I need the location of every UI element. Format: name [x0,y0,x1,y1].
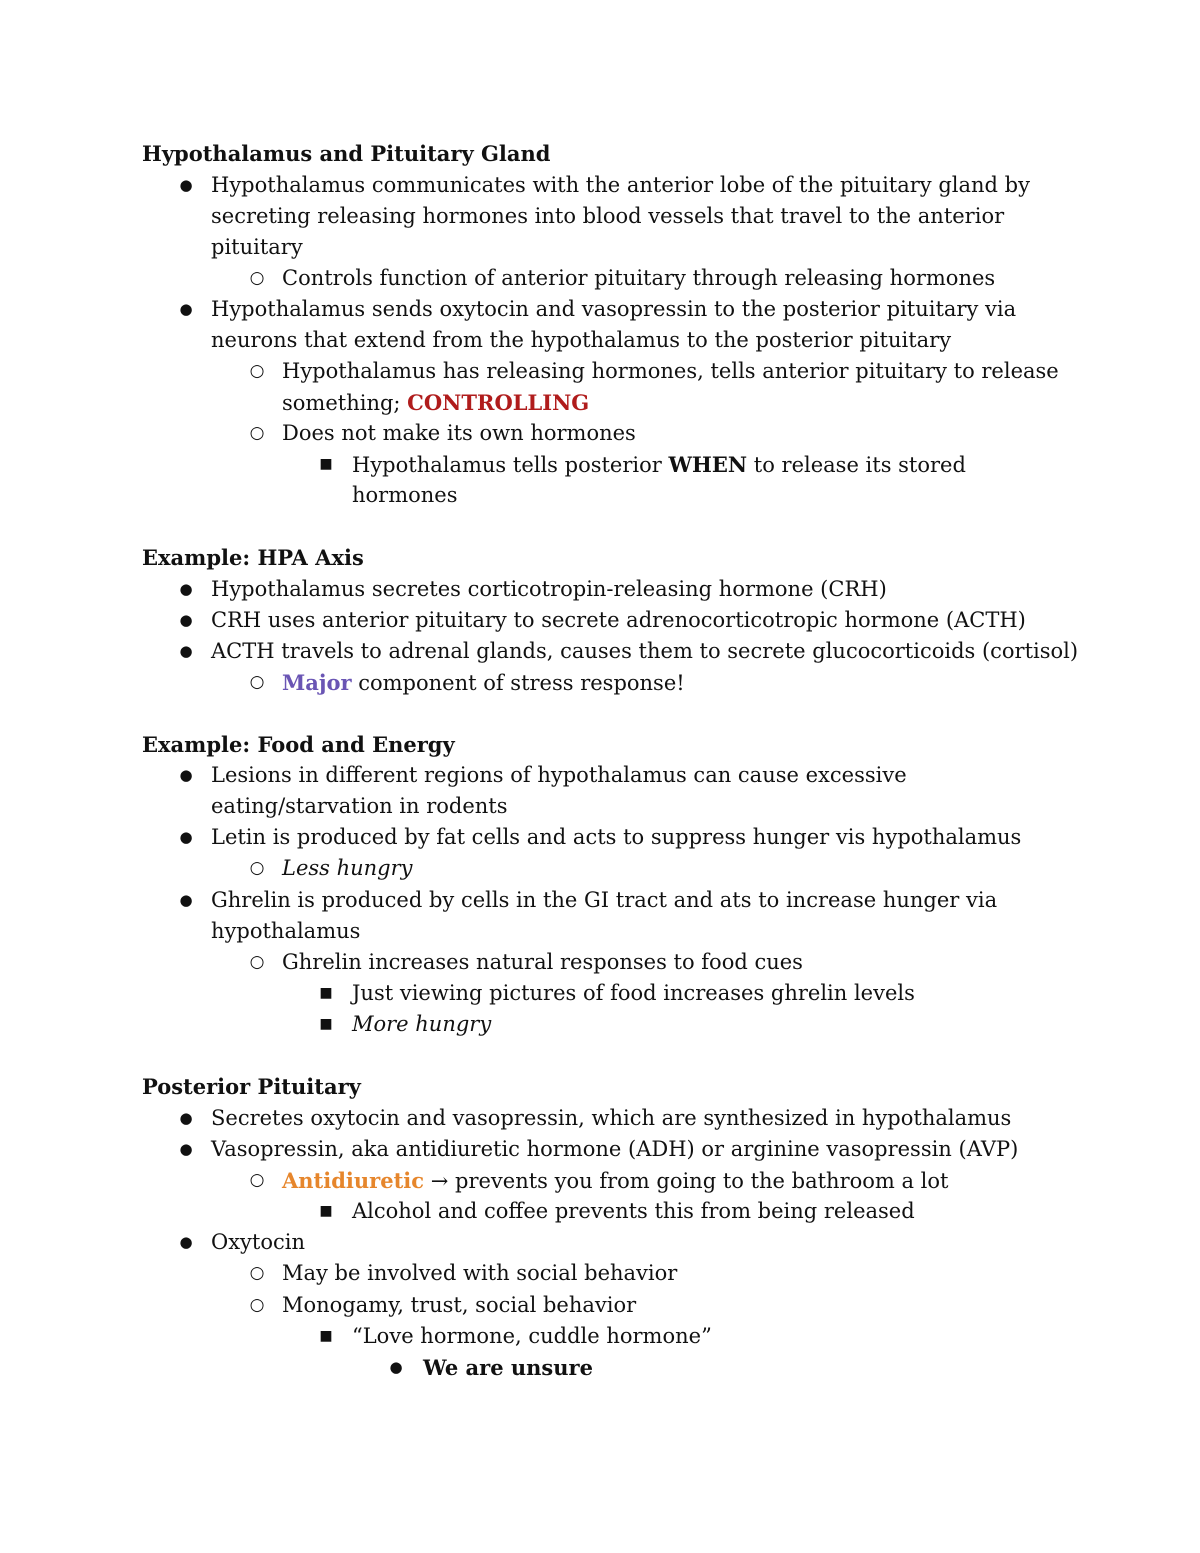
bullet-circle-icon: ○ [249,1263,265,1283]
list-item-text: Alcohol and coffee prevents this from being released [352,1199,915,1223]
bullet-disc-icon: ● [179,891,193,909]
list-item-text: More hungry [352,1012,492,1036]
list-item-text: Monogamy, trust, social behavior [282,1293,637,1317]
list-item-text: Controls function of anterior pituitary through releasing hormones [282,266,996,290]
bullet-disc-icon: ● [179,611,193,629]
list-item-text: Lesions in different regions of hypothalamus can cause excessive [211,763,907,787]
list-item-text: hormones [352,483,458,507]
list-item-text: Oxytocin [211,1230,306,1254]
bullet-square-icon: ■ [319,1016,333,1032]
bullet-circle-icon: ○ [249,672,265,692]
list-item-text: Ghrelin is produced by cells in the GI tract and ats to increase hunger via [211,888,998,912]
section-title-hpa-axis: Example: HPA Axis [142,545,364,570]
list-item-text: hypothalamus [211,919,361,943]
text-span: to release its stored [747,453,966,477]
list-item-text [282,387,589,419]
section-title-posterior-pituitary: Posterior Pituitary [142,1074,361,1099]
bullet-disc-icon: ● [179,580,193,598]
list-item-text: Hypothalamus sends oxytocin and vasopressin to the posterior pituitary via [211,297,1017,321]
bullet-disc-icon: ● [179,828,193,846]
list-item-text: CRH uses anterior pituitary to secrete adrenocorticotropic hormone (ACTH) [211,608,1026,632]
list-item-text: Ghrelin increases natural responses to food cues [282,950,803,974]
list-item-text: Hypothalamus secretes corticotropin-releasing hormone (CRH) [211,577,887,601]
list-item-text: Just viewing pictures of food increases ghrelin levels [352,981,915,1005]
bullet-circle-icon: ○ [249,1170,265,1190]
list-item-text: We are unsure [423,1355,593,1380]
bullet-disc-icon: ● [179,1140,193,1158]
highlight-antidiuretic: Antidiuretic [282,1168,425,1193]
list-item-text: “Love hormone, cuddle hormone” [352,1324,712,1348]
bullet-disc-icon: ● [389,1358,403,1376]
list-item-text: Secretes oxytocin and vasopressin, which are synthesized in hypothalamus [211,1106,1012,1130]
bullet-circle-icon: ○ [249,268,265,288]
highlight-controlling: CONTROLLING [407,390,590,415]
bullet-disc-icon: ● [179,300,193,318]
text-span: → prevents you from going to the bathroom a lot [424,1169,949,1193]
list-item-text [282,1165,948,1197]
text-span: component of stress response! [351,671,685,695]
list-item-text [282,667,685,699]
bullet-square-icon: ■ [319,1203,333,1219]
bullet-disc-icon: ● [179,1233,193,1251]
bullet-circle-icon: ○ [249,1295,265,1315]
bullet-circle-icon: ○ [249,423,265,443]
list-item-text: May be involved with social behavior [282,1261,678,1285]
bullet-disc-icon: ● [179,176,193,194]
bullet-circle-icon: ○ [249,858,265,878]
bullet-square-icon: ■ [319,985,333,1001]
bullet-circle-icon: ○ [249,952,265,972]
list-item-text: Vasopressin, aka antidiuretic hormone (ADH) or arginine vasopressin (AVP) [211,1137,1019,1161]
list-item-text: Hypothalamus has releasing hormones, tells anterior pituitary to release [282,359,1059,383]
list-item-text: eating/starvation in rodents [211,794,508,818]
list-item-text: Hypothalamus communicates with the anterior lobe of the pituitary gland by [211,173,1030,197]
bullet-circle-icon: ○ [249,361,265,381]
bullet-square-icon: ■ [319,1328,333,1344]
section-title-hypothalamus: Hypothalamus and Pituitary Gland [142,141,551,166]
emphasis-when: WHEN [668,452,748,477]
text-span: something; [282,391,408,415]
list-item-text: secreting releasing hormones into blood vessels that travel to the anterior [211,204,1005,228]
list-item-text: Letin is produced by fat cells and acts to suppress hunger vis hypothalamus [211,825,1022,849]
list-item-text: Less hungry [282,856,413,880]
bullet-disc-icon: ● [179,766,193,784]
section-title-food-energy: Example: Food and Energy [142,732,455,757]
list-item-text: Does not make its own hormones [282,421,636,445]
highlight-major: Major [282,670,352,695]
bullet-disc-icon: ● [179,642,193,660]
list-item-text: ACTH travels to adrenal glands, causes them to secrete glucocorticoids (cortisol) [211,639,1079,663]
bullet-square-icon: ■ [319,456,333,472]
list-item-text: pituitary [211,235,303,259]
bullet-disc-icon: ● [179,1109,193,1127]
text-span: Hypothalamus tells posterior [352,453,669,477]
list-item-text [352,449,966,481]
list-item-text: neurons that extend from the hypothalamus to the posterior pituitary [211,328,952,352]
